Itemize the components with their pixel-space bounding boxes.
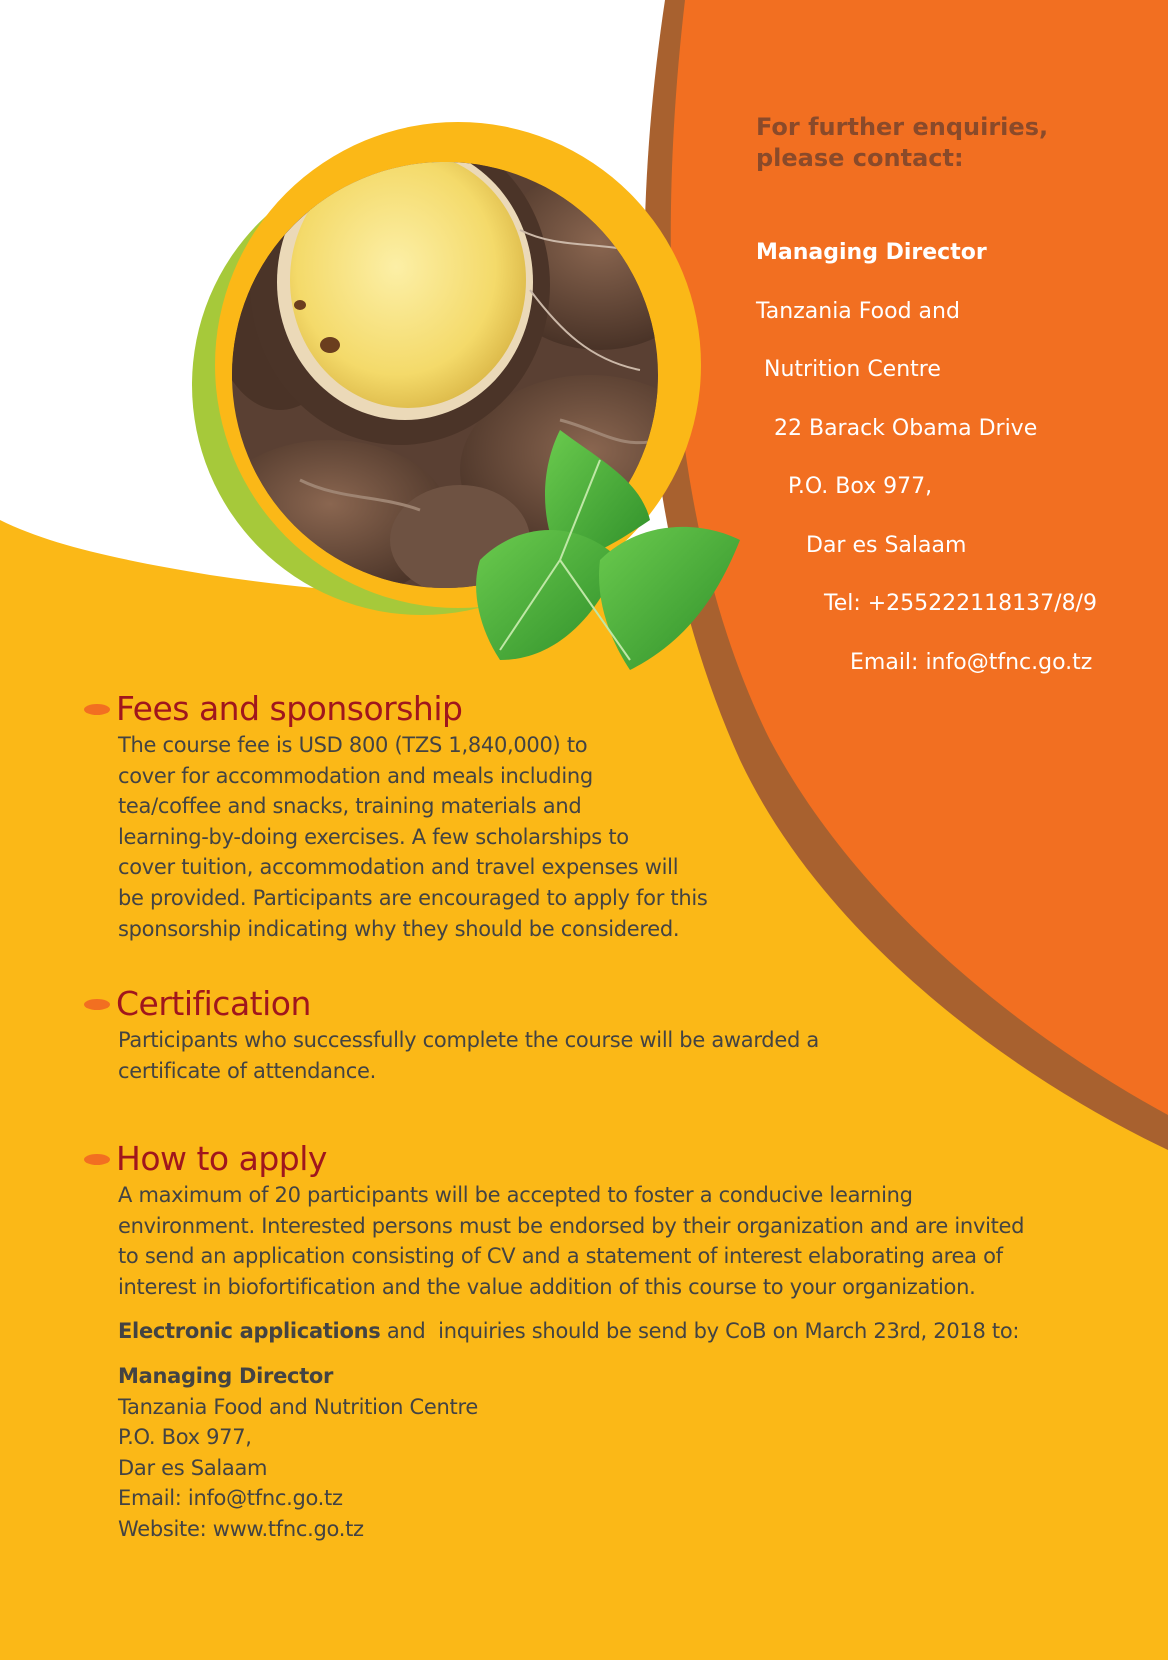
apply-line: interest in biofortification and the value addition of this course to your organization. — [118, 1274, 976, 1299]
apply-section — [84, 1138, 1084, 1545]
fees-heading — [84, 688, 1084, 730]
apply-line: A maximum of 20 participants will be accepted to foster a conducive learning — [118, 1183, 913, 1207]
contact-line: Tel: +255222118137/8/9 — [824, 591, 1097, 616]
contact-line: P.O. Box 977, — [788, 474, 933, 499]
address-line: P.O. Box 977, — [118, 1425, 252, 1450]
certification-line: certificate of attendance. — [118, 1058, 376, 1083]
fees-title: Fees and sponsorship — [116, 689, 463, 728]
address-line: Tanzania Food and Nutrition Centre — [118, 1394, 478, 1419]
contact-line: Managing Director — [756, 240, 987, 265]
contact-line: 22 Barack Obama Drive — [774, 415, 1038, 441]
fees-line: cover for accommodation and meals including — [118, 763, 593, 788]
address-title — [118, 1361, 1084, 1392]
contact-line: Tanzania Food and — [756, 298, 960, 324]
leaf-bullet-icon — [84, 704, 110, 715]
apply-deadline-rest: and inquiries should be send by CoB on March 23rd, 2018 to: — [380, 1319, 1020, 1344]
apply-deadline — [118, 1316, 1084, 1347]
certification-section — [84, 983, 1084, 1086]
address-website: Website: www.tfnc.go.tz — [118, 1516, 364, 1541]
fees-body — [118, 730, 1084, 944]
contact-line: Dar es Salaam — [806, 532, 967, 558]
apply-line: to send an application consisting of CV and a statement of interest elaborating area of — [118, 1244, 1003, 1269]
fees-section — [84, 688, 1084, 944]
contact-line: Nutrition Centre — [764, 357, 941, 382]
apply-body — [118, 1180, 1084, 1545]
contact-block — [756, 112, 1156, 692]
certification-heading — [84, 983, 1084, 1025]
fees-line: cover tuition, accommodation and travel expenses will — [118, 855, 679, 880]
apply-title: How to apply — [116, 1139, 327, 1178]
apply-deadline-bold: Electronic applications — [118, 1319, 381, 1344]
fees-line: sponsorship indicating why they should be considered. — [118, 916, 680, 941]
apply-line: environment. Interested persons must be endorsed by their organization and are invited — [118, 1213, 1025, 1238]
contact-email: Email: info@tfnc.go.tz — [850, 649, 1093, 675]
certification-line: Participants who successfully complete the course will be awarded a — [118, 1028, 819, 1052]
contact-heading: For further enquiries, please contact: — [756, 113, 1049, 172]
leaf-bullet-icon — [84, 999, 110, 1010]
fees-line: be provided. Participants are encouraged to apply for this — [118, 885, 708, 910]
fees-line: learning-by-doing exercises. A few scholarships to — [118, 824, 629, 849]
apply-heading — [84, 1138, 1084, 1180]
address-line: Dar es Salaam — [118, 1455, 268, 1480]
fees-line: tea/coffee and snacks, training materials and — [118, 794, 582, 819]
fees-line: The course fee is USD 800 (TZS 1,840,000) to — [118, 733, 588, 757]
certification-title: Certification — [116, 984, 311, 1023]
address-title-text: Managing Director — [118, 1363, 334, 1388]
certification-body — [118, 1025, 1084, 1086]
address-email: Email: info@tfnc.go.tz — [118, 1486, 343, 1511]
leaf-bullet-icon — [84, 1154, 110, 1165]
